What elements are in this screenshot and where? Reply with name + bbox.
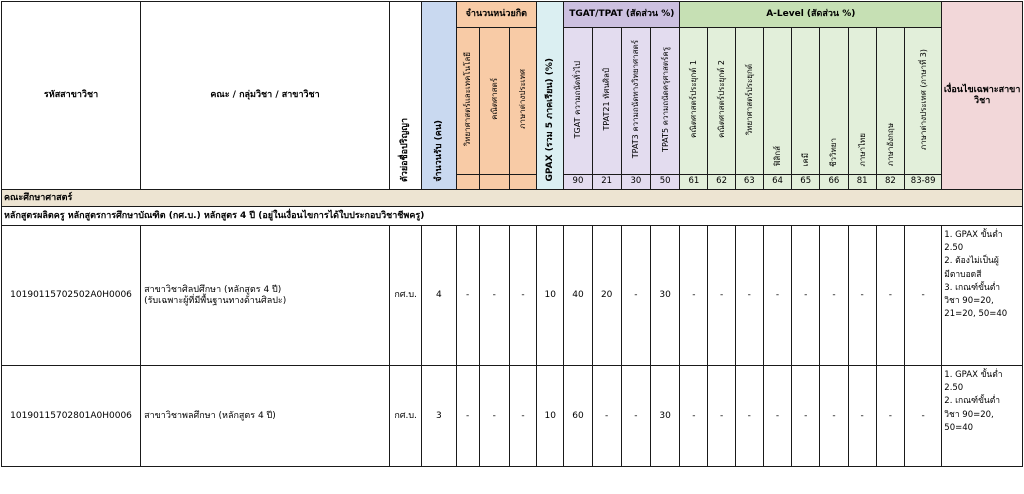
header-alevel-code: 64 xyxy=(763,175,791,190)
alevel-cell: - xyxy=(904,366,941,467)
header-tgat-0: TGAT ความถนัดทั่วไป xyxy=(564,28,592,175)
header-unit-lang: ภาษาต่างประเทศ xyxy=(509,28,536,175)
header-seats: จำนวนรับ (คน) xyxy=(422,2,456,190)
seats-cell: 3 xyxy=(422,366,456,467)
alevel-cell: - xyxy=(848,226,876,366)
header-tgat-code: 30 xyxy=(621,175,650,190)
header-alevel-code: 61 xyxy=(680,175,708,190)
major-name-line1: สาขาวิชาศิลปศึกษา (หลักสูตร 4 ปี) xyxy=(144,285,282,296)
alevel-cell: - xyxy=(708,366,735,467)
alevel-cell: - xyxy=(848,366,876,467)
header-gpax: GPAX (รวม 5 ภาคเรียน) (%) xyxy=(537,2,564,190)
header-unit-sci: วิทยาศาสตร์และเทคโนโลยี xyxy=(456,28,479,175)
condition-line: 2. ต้องไม่เป็นผู้ xyxy=(944,256,999,267)
header-unit-code xyxy=(509,175,536,190)
header-unit-math: คณิตศาสตร์ xyxy=(479,28,509,175)
tgat-cell: 40 xyxy=(564,226,592,366)
table-row xyxy=(2,226,1023,366)
header-tgat-code: 90 xyxy=(564,175,592,190)
major-name-line1: สาขาวิชาพลศึกษา (หลักสูตร 4 ปี) xyxy=(144,410,276,421)
alevel-cell: - xyxy=(735,226,763,366)
condition-line: 2. เกณฑ์ขั้นต่ำ xyxy=(944,396,1001,407)
header-conditions: เงื่อนไขเฉพาะสาขาวิชา xyxy=(942,2,1023,190)
tgat-cell: - xyxy=(621,226,650,366)
tgat-cell: 60 xyxy=(564,366,592,467)
admission-table xyxy=(1,1,1023,467)
alevel-cell: - xyxy=(876,226,904,366)
tgat-cell: 20 xyxy=(592,226,621,366)
condition-line: มีตาบอดสี xyxy=(944,269,982,280)
conditions-cell xyxy=(942,226,1023,366)
unit-cell: - xyxy=(456,226,479,366)
header-alevel-3: ฟิสิกส์ xyxy=(763,28,791,175)
header-alevel-6: ภาษาไทย xyxy=(848,28,876,175)
condition-line: วิชา 90=20, xyxy=(944,295,994,306)
unit-cell: - xyxy=(479,226,509,366)
degree-cell: กศ.บ. xyxy=(390,226,422,366)
header-alevel-4: เคมี xyxy=(792,28,820,175)
header-alevel-code: 63 xyxy=(735,175,763,190)
header-unit-code xyxy=(456,175,479,190)
header-tgat-group: TGAT/TPAT (สัดส่วน %) xyxy=(564,2,680,28)
header-alevel-code: 62 xyxy=(708,175,735,190)
condition-line: 21=20, 50=40 xyxy=(944,309,1008,320)
major-code: 10190115702801A0H0006 xyxy=(2,366,141,467)
alevel-cell: - xyxy=(792,366,820,467)
unit-cell: - xyxy=(509,366,536,467)
alevel-cell: - xyxy=(763,366,791,467)
header-units-group: จำนวนหน่วยกิต xyxy=(456,2,537,28)
condition-line: วิชา 90=20, xyxy=(944,409,994,420)
tgat-cell: 30 xyxy=(651,226,680,366)
header-tgat-code: 50 xyxy=(651,175,680,190)
header-code: รหัสสาขาวิชา xyxy=(2,2,141,190)
alevel-cell: - xyxy=(680,366,708,467)
unit-cell: - xyxy=(509,226,536,366)
header-faculty-major: คณะ / กลุ่มวิชา / สาขาวิชา xyxy=(141,2,390,190)
major-name xyxy=(141,366,390,467)
tgat-cell: - xyxy=(592,366,621,467)
header-alevel-7: ภาษาอังกฤษ xyxy=(876,28,904,175)
unit-cell: - xyxy=(456,366,479,467)
header-tgat-3: TPAT5 ความถนัดครุศาสตร์ครู xyxy=(651,28,680,175)
header-tgat-code: 21 xyxy=(592,175,621,190)
header-tgat-1: TPAT21 ทัศนศิลป์ xyxy=(592,28,621,175)
conditions-cell xyxy=(942,366,1023,467)
alevel-cell: - xyxy=(820,226,848,366)
header-alevel-2: วิทยาศาสตร์ประยุกต์ xyxy=(735,28,763,175)
alevel-cell: - xyxy=(904,226,941,366)
header-alevel-5: ชีววิทยา xyxy=(820,28,848,175)
alevel-cell: - xyxy=(792,226,820,366)
header-unit-code xyxy=(479,175,509,190)
degree-cell: กศ.บ. xyxy=(390,366,422,467)
alevel-cell: - xyxy=(820,366,848,467)
gpax-cell: 10 xyxy=(537,226,564,366)
header-tgat-2: TPAT3 ความถนัดทางวิทยาศาสตร์ xyxy=(621,28,650,175)
gpax-cell: 10 xyxy=(537,366,564,467)
unit-cell: - xyxy=(479,366,509,467)
condition-line: 50=40 xyxy=(944,422,974,433)
major-name-line2: (รับเฉพาะผู้ที่มีพื้นฐานทางด้านศิลปะ) xyxy=(144,295,287,306)
condition-line: 2.50 xyxy=(944,243,964,254)
header-alevel-code: 66 xyxy=(820,175,848,190)
header-alevel-group: A-Level (สัดส่วน %) xyxy=(680,2,942,28)
major-name xyxy=(141,226,390,366)
tgat-cell: 30 xyxy=(651,366,680,467)
header-alevel-code: 81 xyxy=(848,175,876,190)
condition-line: 3. เกณฑ์ขั้นต่ำ xyxy=(944,282,1001,293)
header-alevel-8: ภาษาต่างประเทศ (ภาษาที่ 3) xyxy=(904,28,941,175)
condition-line: 2.50 xyxy=(944,383,964,394)
header-degree: ตัวย่อชื่อปริญญา xyxy=(390,2,422,190)
condition-line: 1. GPAX ขั้นต่ำ xyxy=(944,230,1003,240)
tgat-cell: - xyxy=(621,366,650,467)
alevel-cell: - xyxy=(735,366,763,467)
header-alevel-code: 83-89 xyxy=(904,175,941,190)
program-title: หลักสูตรผลิตครู หลักสูตรการศึกษาบัณฑิต (กศ.บ.) หลักสูตร 4 ปี (อยู่ในเงื่อนไขการได้ใบประกอบวิชาชีพครู) xyxy=(2,207,1023,226)
condition-line: 1. GPAX ขั้นต่ำ xyxy=(944,370,1003,380)
alevel-cell: - xyxy=(708,226,735,366)
header-alevel-code: 82 xyxy=(876,175,904,190)
table-row xyxy=(2,366,1023,467)
header-alevel-1: คณิตศาสตร์ประยุกต์ 2 xyxy=(708,28,735,175)
alevel-cell: - xyxy=(680,226,708,366)
header-alevel-code: 65 xyxy=(792,175,820,190)
alevel-cell: - xyxy=(876,366,904,467)
seats-cell: 4 xyxy=(422,226,456,366)
faculty-title: คณะศึกษาศาสตร์ xyxy=(2,190,1023,207)
header-alevel-0: คณิตศาสตร์ประยุกต์ 1 xyxy=(680,28,708,175)
major-code: 10190115702502A0H0006 xyxy=(2,226,141,366)
alevel-cell: - xyxy=(763,226,791,366)
